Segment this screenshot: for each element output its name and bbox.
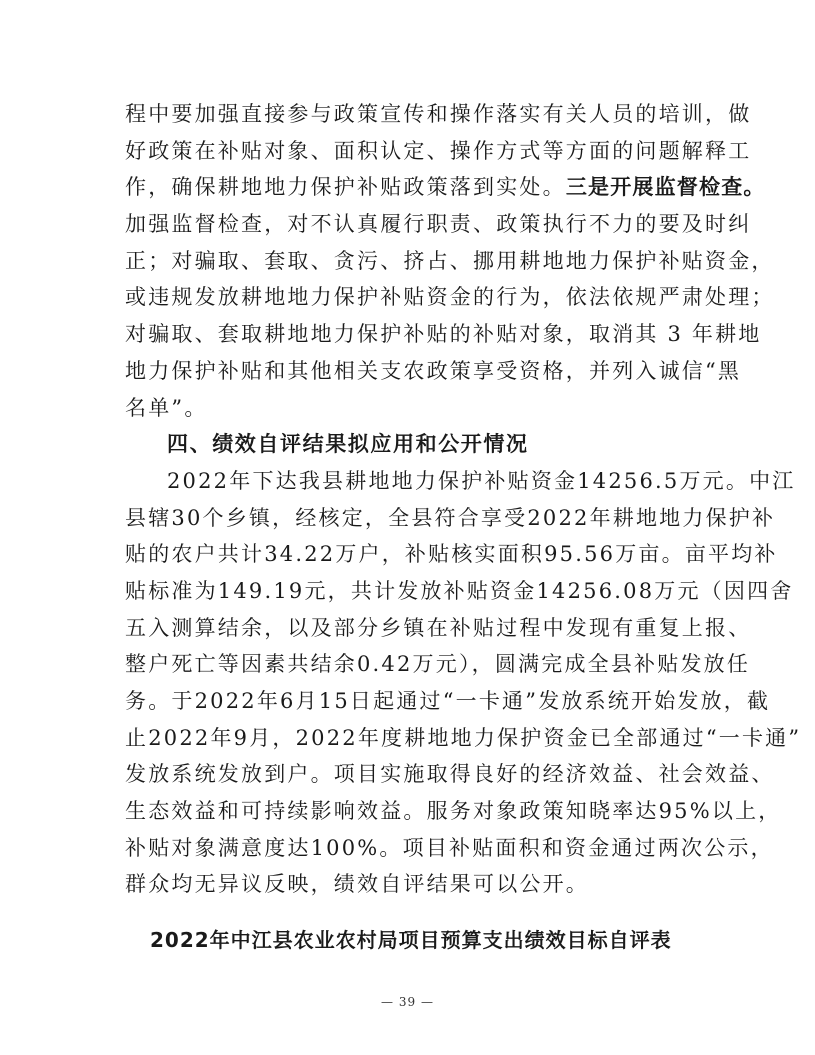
text-line: 好政策在补贴对象、面积认定、操作方式等方面的问题解释工: [125, 138, 752, 163]
paragraph-line: 整户死亡等因素共结余0.42万元），圆满完成全县补贴发放任: [125, 652, 751, 677]
page-number: — 39 —: [381, 995, 434, 1009]
text-segment: 作，确保耕地地力保护补贴政策落到实处。: [125, 175, 566, 200]
paragraph-line: 群众均无异议反映，绩效自评结果可以公开。: [125, 872, 589, 897]
text-line: [125, 169, 766, 206]
paragraph-line: 贴标准为149.19元，共计发放补贴资金14256.08万元（因四舍: [125, 578, 794, 603]
text-line: 正；对骗取、套取、贪污、挤占、挪用耕地地力保护补贴资金，: [125, 248, 775, 273]
text-line: 或违规发放耕地地力保护补贴资金的行为，依法依规严肃处理；: [125, 285, 775, 310]
section-heading: 四、绩效自评结果拟应用和公开情况: [167, 432, 529, 457]
paragraph-line: 止2022年9月，2022年度耕地地力保护资金已全部通过“一卡通”: [125, 725, 802, 750]
paragraph-line: 五入测算结余，以及部分乡镇在补贴过程中发现有重复上报、: [125, 615, 752, 640]
paragraph-line: 补贴对象满意度达100%。项目补贴面积和资金通过两次公示，: [125, 835, 774, 860]
text-line: 程中要加强直接参与政策宣传和操作落实有关人员的培训，做: [125, 102, 752, 126]
text-line: 名单”。: [125, 395, 208, 420]
text-line: 地力保护补贴和其他相关支农政策享受资格，并列入诚信“黑: [125, 358, 742, 383]
bold-lead-phrase: 三是开展监督检查。: [565, 175, 766, 200]
paragraph-line: 务。于2022年6月15日起通过“一卡通”发放系统开始发放，截: [125, 689, 771, 713]
text-line: 加强监督检查，对不认真履行职责、政策执行不力的要及时纠: [125, 212, 752, 237]
table-title: 2022年中江县农业农村局项目预算支出绩效目标自评表: [150, 928, 672, 952]
text-line: 对骗取、套取耕地地力保护补贴的补贴对象，取消其 3 年耕地: [125, 322, 762, 347]
paragraph-line: 县辖30个乡镇，经核定，全县符合享受2022年耕地地力保护补: [125, 505, 776, 530]
paragraph-line: 发放系统发放到户。项目实施取得良好的经济效益、社会效益、: [125, 762, 775, 787]
paragraph-line: 2022年下达我县耕地地力保护补贴资金14256.5万元。中江: [167, 468, 796, 493]
paragraph-line: 贴的农户共计34.22万户，补贴核实面积95.56万亩。亩平均补: [125, 542, 778, 567]
paragraph-line: 生态效益和可持续影响效益。服务对象政策知晓率达95%以上，: [125, 799, 782, 824]
document-body: [125, 96, 802, 903]
